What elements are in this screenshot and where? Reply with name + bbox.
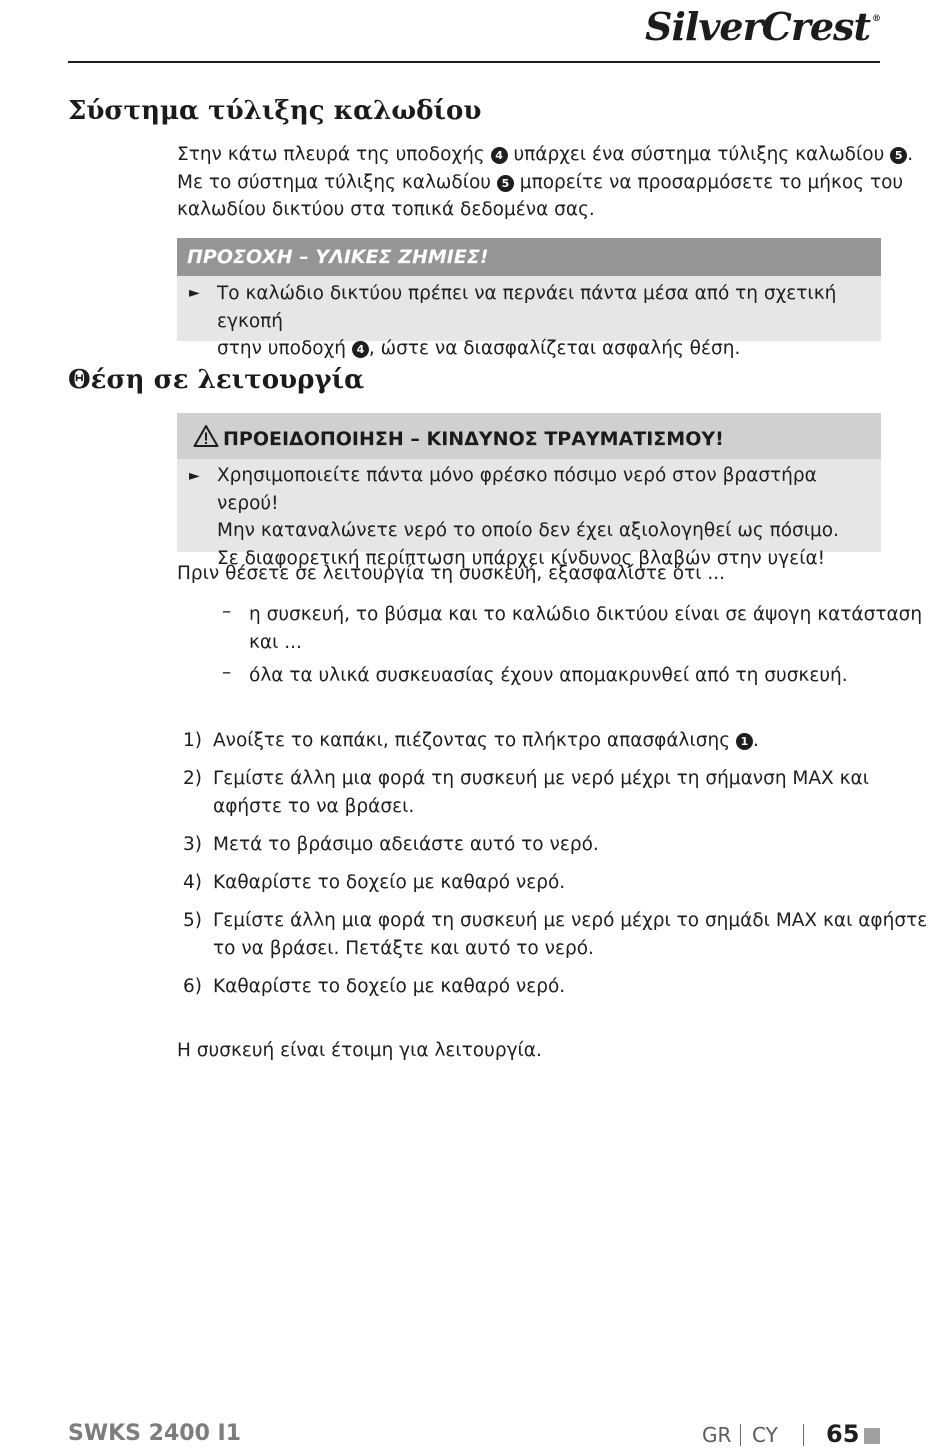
registered-mark: ®	[872, 14, 880, 24]
brand-name: SilverCrest	[645, 4, 870, 49]
warning-box	[177, 413, 881, 569]
footer-separator	[803, 1424, 804, 1446]
caution-header: ΠΡΟΣΟΧΗ – ΥΛΙΚΕΣ ΖΗΜΙΕΣ!	[177, 238, 881, 276]
step-number: 1)	[183, 730, 202, 751]
warning-header: ΠΡΟΕΙΔΟΠΟΙΗΣΗ – ΚΙΝΔΥΝΟΣ ΤΡΑΥΜΑΤΙΣΜΟΥ!	[177, 413, 881, 459]
caution-body: ► Το καλώδιο δικτύου πρέπει να περνάει πάντα μέσα από τη σχετική εγκοπή στην υποδοχή 4 , ώστε να διασφαλίζεται ασφαλής θέση.	[177, 276, 881, 365]
brand-logo	[645, 4, 880, 49]
step-number: 6)	[183, 976, 202, 997]
step-3: Μετά το βράσιμο αδειάστε αυτό το νερό.	[213, 834, 599, 855]
caution-box	[177, 238, 881, 359]
step-2: Γεμίστε άλλη μια φορά τη συσκευή με νερό μέχρι τη σήμανση MAX και αφήστε το να βράσει.	[213, 768, 869, 817]
prep-intro: Πριν θέσετε σε λειτουργία τη συσκευή, εξασφαλίστε ότι ...	[177, 563, 726, 584]
part-number-badge: 1	[736, 733, 753, 750]
prep-item-1: η συσκευή, το βύσμα και το καλώδιο δικτύου είναι σε άψογη κατάσταση και ...	[249, 604, 923, 653]
part-number-badge: 4	[491, 147, 508, 164]
section-title-startup: Θέση σε λειτουργία	[68, 365, 365, 395]
step-number: 3)	[183, 834, 202, 855]
step-number: 4)	[183, 872, 202, 893]
bullet-arrow-icon: ►	[189, 285, 200, 301]
step-4: Καθαρίστε το δοχείο με καθαρό νερό.	[213, 872, 566, 893]
bullet-arrow-icon: ►	[189, 468, 200, 484]
step-1: Ανοίξτε το καπάκι, πιέζοντας το πλήκτρο απασφάλισης 1 .	[213, 730, 759, 751]
footer-languages: GR	[702, 1423, 732, 1447]
step-6: Καθαρίστε το δοχείο με καθαρό νερό.	[213, 976, 566, 997]
step-number: 2)	[183, 768, 202, 789]
step-number: 5)	[183, 910, 202, 931]
part-number-badge: 5	[497, 175, 514, 192]
list-dash: –	[222, 662, 232, 683]
warning-body: ► Χρησιμοποιείτε πάντα μόνο φρέσκο πόσιμο νερό στον βραστήρα νερού! Μην καταναλώνετε νερό το οποίο δεν έχει αξιολογηθεί ως πόσιμο. Σε διαφορετική περίπτωση υπάρχει κίνδυνος βλαβών στην υγεία!	[189, 465, 839, 569]
prep-item-2: όλα τα υλικά συσκευασίας έχουν απομακρυνθεί από τη συσκευή.	[249, 665, 848, 686]
footer-language-cy: CY	[752, 1423, 778, 1447]
footer-square-mark	[864, 1428, 880, 1444]
closing-text: Η συσκευή είναι έτοιμη για λειτουργία.	[177, 1040, 542, 1061]
step-5: Γεμίστε άλλη μια φορά τη συσκευή με νερό μέχρι το σημάδι MAX και αφήστε το να βράσει. Πετάξτε και αυτό το νερό.	[213, 910, 928, 959]
list-dash: –	[222, 601, 232, 622]
part-number-badge: 4	[352, 341, 369, 358]
header-rule	[68, 61, 880, 63]
footer-separator	[740, 1424, 741, 1446]
cable-storage-paragraph: Στην κάτω πλευρά της υποδοχής 4 υπάρχει ένα σύστημα τύλιξης καλωδίου 5 . Με το σύστημα τύλιξης καλωδίου 5 μπορείτε να προσαρμόσετε το μήκος του καλωδίου δικτύου στα τοπικά δεδομένα σας.	[177, 144, 914, 220]
section-title-cable-storage: Σύστημα τύλιξης καλωδίου	[68, 96, 482, 126]
footer-model: SWKS 2400 I1	[68, 1421, 242, 1446]
warning-triangle-icon	[193, 424, 219, 448]
part-number-badge: 5	[890, 147, 907, 164]
page-number: 65	[826, 1420, 860, 1448]
